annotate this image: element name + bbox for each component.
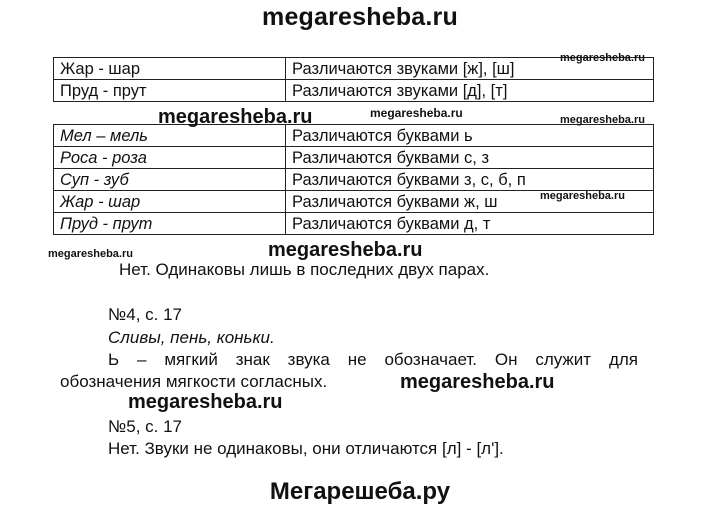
site-watermark: megaresheba.ru <box>540 190 625 202</box>
difference-cell: Различаются буквами ь <box>286 125 654 147</box>
conclusion-text: Нет. Одинаковы лишь в последних двух парах. <box>119 260 490 279</box>
table-row <box>54 169 654 191</box>
difference-cell: Различаются буквами с, з <box>286 147 654 169</box>
site-watermark: megaresheba.ru <box>268 239 423 261</box>
letters-table <box>53 124 654 235</box>
word-pair-cell: Пруд - прут <box>54 213 286 235</box>
word-pair-cell: Мел – мель <box>54 125 286 147</box>
difference-cell: Различаются буквами д, т <box>286 213 654 235</box>
task5-heading: №5, с. 17 <box>108 417 182 436</box>
word-pair-cell: Пруд - прут <box>54 80 286 102</box>
table-row <box>54 125 654 147</box>
site-watermark: megaresheba.ru <box>370 106 463 120</box>
difference-cell: Различаются буквами ж, ш <box>286 191 654 213</box>
word-pair-cell: Роса - роза <box>54 147 286 169</box>
site-watermark-bottom: Мегарешеба.ру <box>269 478 451 505</box>
task4-explanation-line2: обозначения мягкости согласных. <box>60 372 328 391</box>
site-watermark: megaresheba.ru <box>400 371 555 393</box>
site-watermark: megaresheba.ru <box>560 114 645 126</box>
site-watermark: megaresheba.ru <box>560 52 645 64</box>
table-row <box>54 213 654 235</box>
site-watermark: megaresheba.ru <box>158 106 313 128</box>
word-pair-cell: Жар - шар <box>54 58 286 80</box>
word-pair-cell: Жар - шар <box>54 191 286 213</box>
task4-heading: №4, с. 17 <box>108 305 182 324</box>
site-watermark: megaresheba.ru <box>128 391 283 413</box>
difference-cell: Различаются звуками [д], [т] <box>286 80 654 102</box>
difference-cell: Различаются звуками [ж], [ш] <box>286 58 654 80</box>
table-row <box>54 147 654 169</box>
site-watermark-top: megaresheba.ru <box>262 3 458 31</box>
difference-cell: Различаются буквами з, с, б, п <box>286 169 654 191</box>
task4-explanation-line1: Ь – мягкий знак звука не обозначает. Он служит для <box>108 350 638 369</box>
task5-answer: Нет. Звуки не одинаковы, они отличаются [л] - [л']. <box>108 439 504 458</box>
word-pair-cell: Суп - зуб <box>54 169 286 191</box>
site-watermark: megaresheba.ru <box>48 248 133 260</box>
task4-words: Сливы, пень, коньки. <box>108 328 275 347</box>
table-row <box>54 80 654 102</box>
